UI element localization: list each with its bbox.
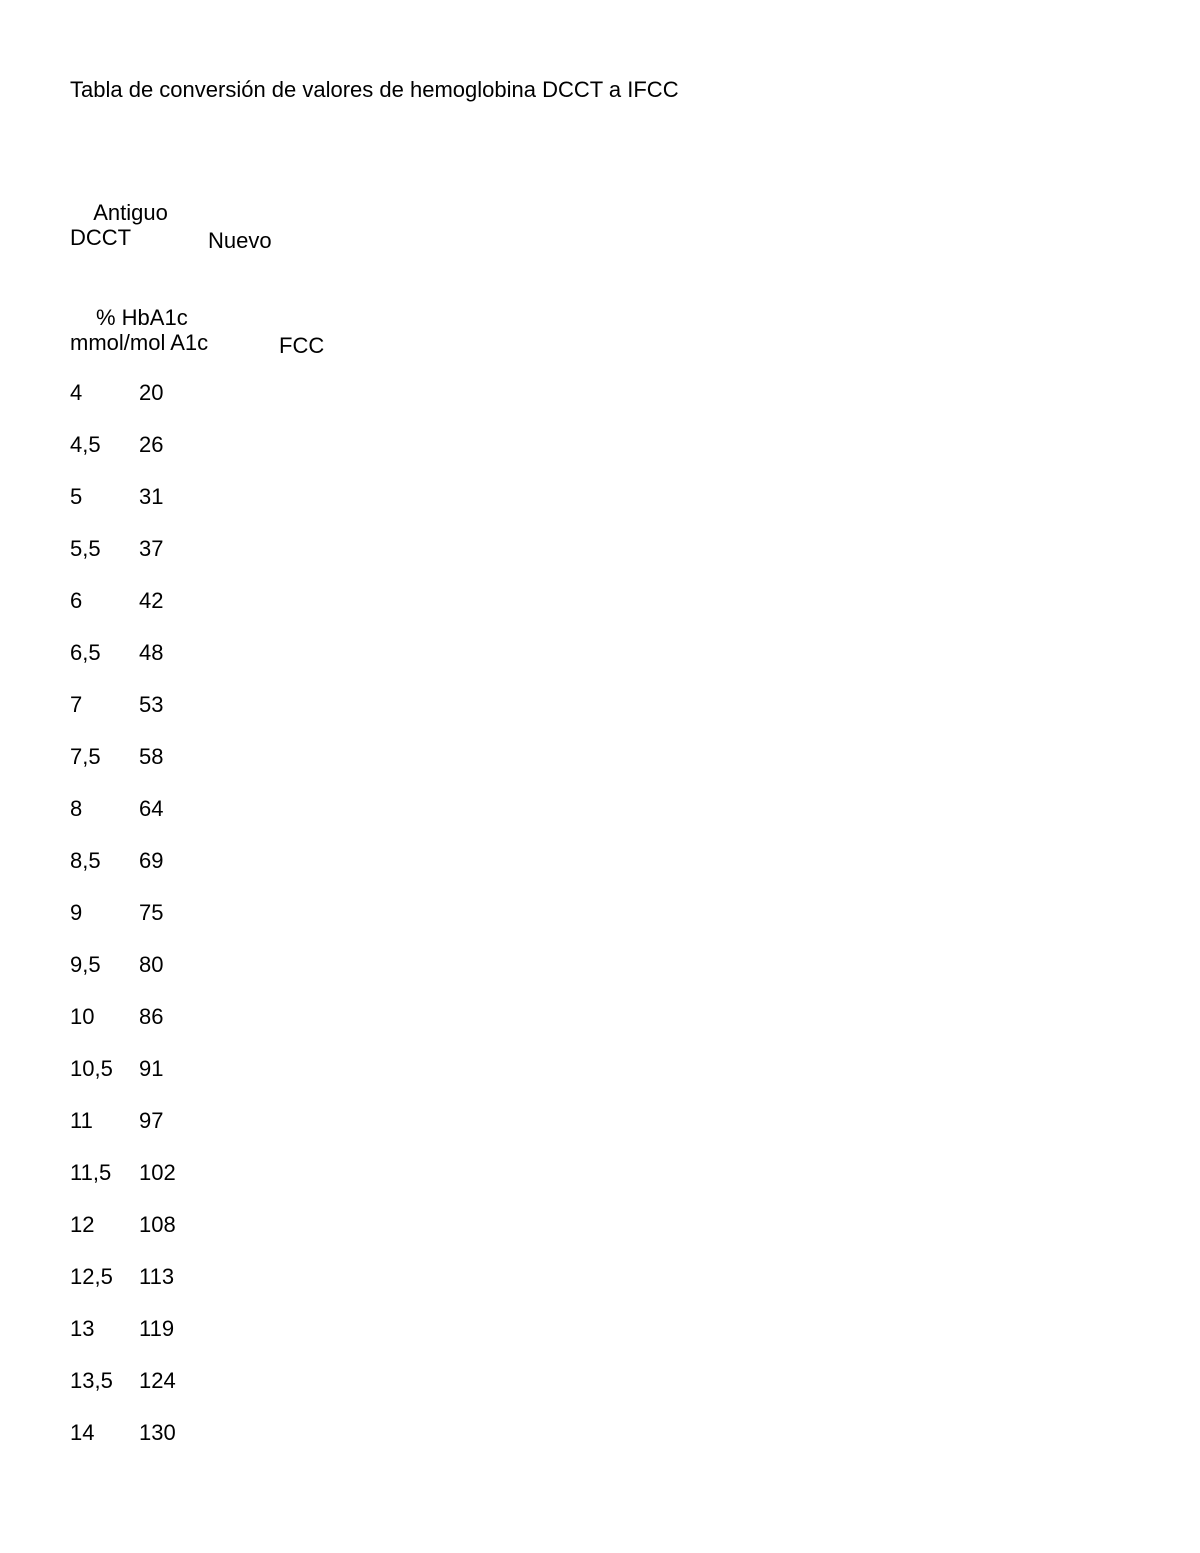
table-row <box>70 847 370 899</box>
dcct-value: 8,5 <box>70 848 101 873</box>
dcct-value: 6,5 <box>70 640 101 665</box>
dcct-value: 14 <box>70 1420 95 1445</box>
dcct-value: 10,5 <box>70 1056 113 1081</box>
table-row <box>70 795 370 847</box>
dcct-value: 5,5 <box>70 536 101 561</box>
table-row <box>70 1263 370 1315</box>
dcct-value: 7,5 <box>70 744 101 769</box>
table-row <box>70 1107 370 1159</box>
ifcc-value: 86 <box>139 1004 164 1029</box>
table-row <box>70 587 370 639</box>
dcct-value: 12 <box>70 1212 95 1237</box>
table-row <box>70 951 370 1003</box>
dcct-value: 9,5 <box>70 952 101 977</box>
document-title: Tabla de conversión de valores de hemoglobina DCCT a IFCC <box>70 77 679 102</box>
dcct-value: 12,5 <box>70 1264 113 1289</box>
ifcc-value: 20 <box>139 380 164 405</box>
unit-label: mmol/mol A1c <box>70 330 209 355</box>
ifcc-value: 97 <box>139 1108 164 1133</box>
table-row <box>70 1367 370 1419</box>
ifcc-value: 91 <box>139 1056 164 1081</box>
table-row <box>70 1159 370 1211</box>
dcct-value: 13 <box>70 1316 95 1341</box>
table-row <box>70 483 370 535</box>
dcct-value: 4,5 <box>70 432 101 457</box>
table-row <box>70 899 370 951</box>
table-row <box>70 535 370 587</box>
ifcc-value: 80 <box>139 952 164 977</box>
table-row <box>70 639 370 691</box>
conversion-table <box>70 379 370 1471</box>
ifcc-value: 130 <box>139 1420 176 1445</box>
ifcc-value: 69 <box>139 848 164 873</box>
ifcc-value: 108 <box>139 1212 176 1237</box>
dcct-value: 6 <box>70 588 83 613</box>
ifcc-value: 64 <box>139 796 164 821</box>
hba1c-label: % HbA1c <box>96 305 188 330</box>
dcct-label: DCCT <box>70 225 132 250</box>
table-row <box>70 1211 370 1263</box>
table-row <box>70 691 370 743</box>
table-row <box>70 1055 370 1107</box>
table-row <box>70 1003 370 1055</box>
new-label: Nuevo <box>208 228 272 253</box>
dcct-value: 11,5 <box>70 1160 112 1185</box>
dcct-value: 10 <box>70 1004 95 1029</box>
dcct-value: 11 <box>70 1108 93 1133</box>
ifcc-value: 37 <box>139 536 164 561</box>
ifcc-value: 53 <box>139 692 164 717</box>
dcct-value: 7 <box>70 692 83 717</box>
ifcc-value: 31 <box>139 484 164 509</box>
ifcc-value: 102 <box>139 1160 176 1185</box>
table-row <box>70 1419 370 1471</box>
dcct-value: 5 <box>70 484 83 509</box>
table-row <box>70 743 370 795</box>
ifcc-value: 119 <box>139 1316 175 1341</box>
old-label: Antiguo <box>93 200 168 225</box>
ifcc-value: 26 <box>139 432 164 457</box>
table-row <box>70 431 370 483</box>
ifcc-value: 113 <box>139 1264 175 1289</box>
fcc-label: FCC <box>279 333 325 358</box>
dcct-value: 13,5 <box>70 1368 113 1393</box>
dcct-value: 9 <box>70 900 83 925</box>
ifcc-value: 58 <box>139 744 164 769</box>
table-row <box>70 1315 370 1367</box>
table-row <box>70 379 370 431</box>
dcct-value: 4 <box>70 380 83 405</box>
ifcc-value: 48 <box>139 640 164 665</box>
dcct-value: 8 <box>70 796 83 821</box>
ifcc-value: 75 <box>139 900 164 925</box>
ifcc-value: 42 <box>139 588 164 613</box>
ifcc-value: 124 <box>139 1368 176 1393</box>
